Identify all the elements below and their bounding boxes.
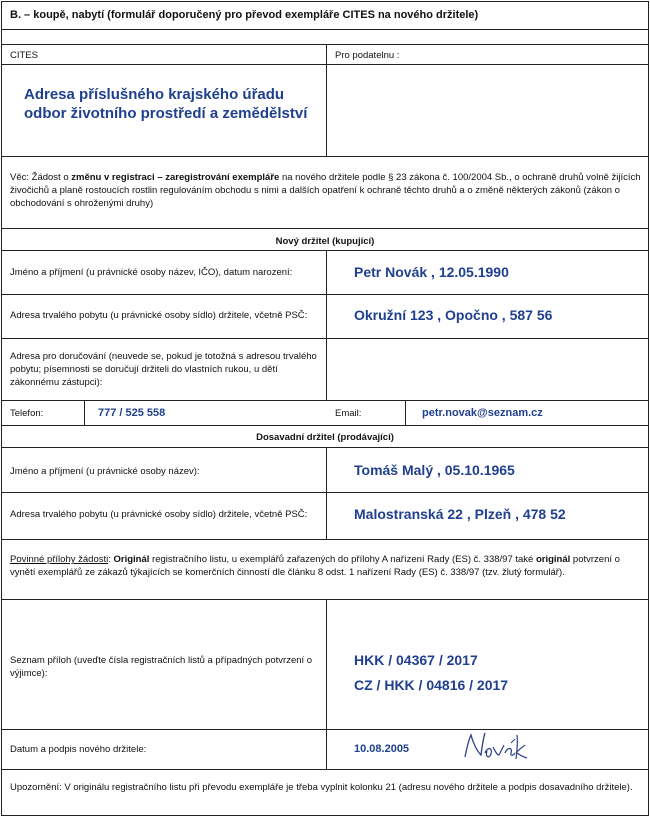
warning-note: Upozornění: V originálu registračního listu při převodu exempláře je třeba vyplnit kolonku 21 (adresu nového držitele a podpis dosavadního držitele).	[10, 782, 633, 793]
attachments-original: Originál	[113, 554, 150, 565]
divider	[2, 400, 648, 401]
subject-rest: na nového držitele podle § 23 zákona č. 100/2004 Sb., o ochraně druhů volně žijících živočichů a planě rostoucích rostlin regulováním obchodu s nimi a dalších opatření k ochraně těchto druhů a o změně některých zákonů (zákon o obchodování s ohroženými druhy)	[10, 172, 641, 209]
signature-icon	[461, 729, 531, 767]
email-label: Email:	[335, 408, 362, 419]
delivery-address-label: Adresa pro doručování (neuvede se, pokud je totožná s adresou trvalého pobytu; písemnosti se doručují držiteli do vlastních rukou, u dětí zákonnému zástupci):	[10, 351, 317, 388]
divider	[2, 769, 648, 770]
attachment-list-item: CZ / HKK / 04816 / 2017	[354, 677, 509, 693]
divider	[2, 294, 648, 295]
new-holder-name-label: Jméno a příjmení (u právnické osoby název, IČO), datum narození:	[10, 267, 293, 278]
podatelna-label: Pro podatelnu :	[335, 50, 400, 61]
attachment-list-label: Seznam příloh (uveďte čísla registračních listů a případných potvrzení o výjimce):	[10, 655, 313, 679]
old-holder-heading: Dosavadní držitel (prodávající)	[256, 432, 394, 443]
attachment-list-item: HKK / 04367 / 2017	[354, 652, 478, 668]
divider	[2, 228, 648, 229]
signature-label: Datum a podpis nového držitele:	[10, 744, 147, 755]
attachments-text2: potvrzení o vynětí exemplářů ze zákazů týkajících se komerčních činností dle článku 8 odst. 1 nařízení Rady (ES) č. 338/97 (tzv. žlutý formulář).	[10, 554, 620, 578]
cites-label: CITES	[10, 50, 38, 61]
attachments-text1: registračního listu, u exemplářů zařazených do přílohy A nařízení Rady (ES) č. 338/97 také	[149, 554, 536, 565]
divider	[2, 729, 648, 730]
new-holder-name-value: Petr Novák , 12.05.1990	[354, 264, 509, 280]
authority-address	[24, 85, 307, 123]
subject-bold: změnu v registraci – zaregistrování exempláře	[71, 172, 280, 183]
form-title: B. – koupě, nabytí (formulář doporučený pro převod exempláře CITES na nového držitele)	[10, 9, 479, 21]
divider	[84, 400, 85, 425]
divider	[326, 250, 327, 400]
old-holder-name-value: Tomáš Malý , 05.10.1965	[354, 462, 515, 478]
cites-transfer-form	[1, 1, 649, 816]
divider	[326, 44, 327, 156]
new-holder-address-value: Okružní 123 , Opočno , 587 56	[354, 307, 553, 323]
attachments-colon: :	[108, 554, 114, 565]
attachments-lead: Povinné přílohy žádosti	[10, 554, 109, 565]
attachments-original2: originál	[535, 554, 571, 565]
new-holder-heading: Nový držitel (kupující)	[275, 236, 375, 247]
divider	[2, 447, 648, 448]
divider	[2, 156, 648, 157]
divider	[326, 447, 327, 539]
divider	[2, 425, 648, 426]
email-value: petr.novak@seznam.cz	[422, 407, 543, 419]
divider	[2, 492, 648, 493]
divider	[2, 64, 648, 65]
divider	[2, 250, 648, 251]
old-holder-address-value: Malostranská 22 , Plzeň , 478 52	[354, 506, 566, 522]
divider	[2, 338, 648, 339]
subject-prefix: Věc: Žádost o	[10, 172, 72, 183]
divider	[2, 29, 648, 30]
phone-label: Telefon:	[10, 408, 44, 419]
authority-address-line2: odbor životního prostředí a zemědělství	[24, 105, 308, 122]
authority-address-line1: Adresa příslušného krajského úřadu	[24, 86, 285, 103]
handwritten-signature	[461, 729, 531, 772]
divider	[405, 400, 406, 425]
mandatory-attachments-text	[10, 553, 644, 579]
divider	[2, 599, 648, 600]
new-holder-address-label: Adresa trvalého pobytu (u právnické osoby sídlo) držitele, včetně PSČ:	[10, 310, 308, 321]
phone-value: 777 / 525 558	[98, 407, 166, 419]
divider	[2, 44, 648, 45]
signature-date: 10.08.2005	[354, 743, 410, 755]
subject-text	[10, 171, 642, 210]
divider	[2, 539, 648, 540]
old-holder-address-label: Adresa trvalého pobytu (u právnické osoby sídlo) držitele, včetně PSČ:	[10, 509, 308, 520]
divider	[326, 729, 327, 769]
divider	[326, 599, 327, 729]
old-holder-name-label: Jméno a příjmení (u právnické osoby název):	[10, 466, 200, 477]
